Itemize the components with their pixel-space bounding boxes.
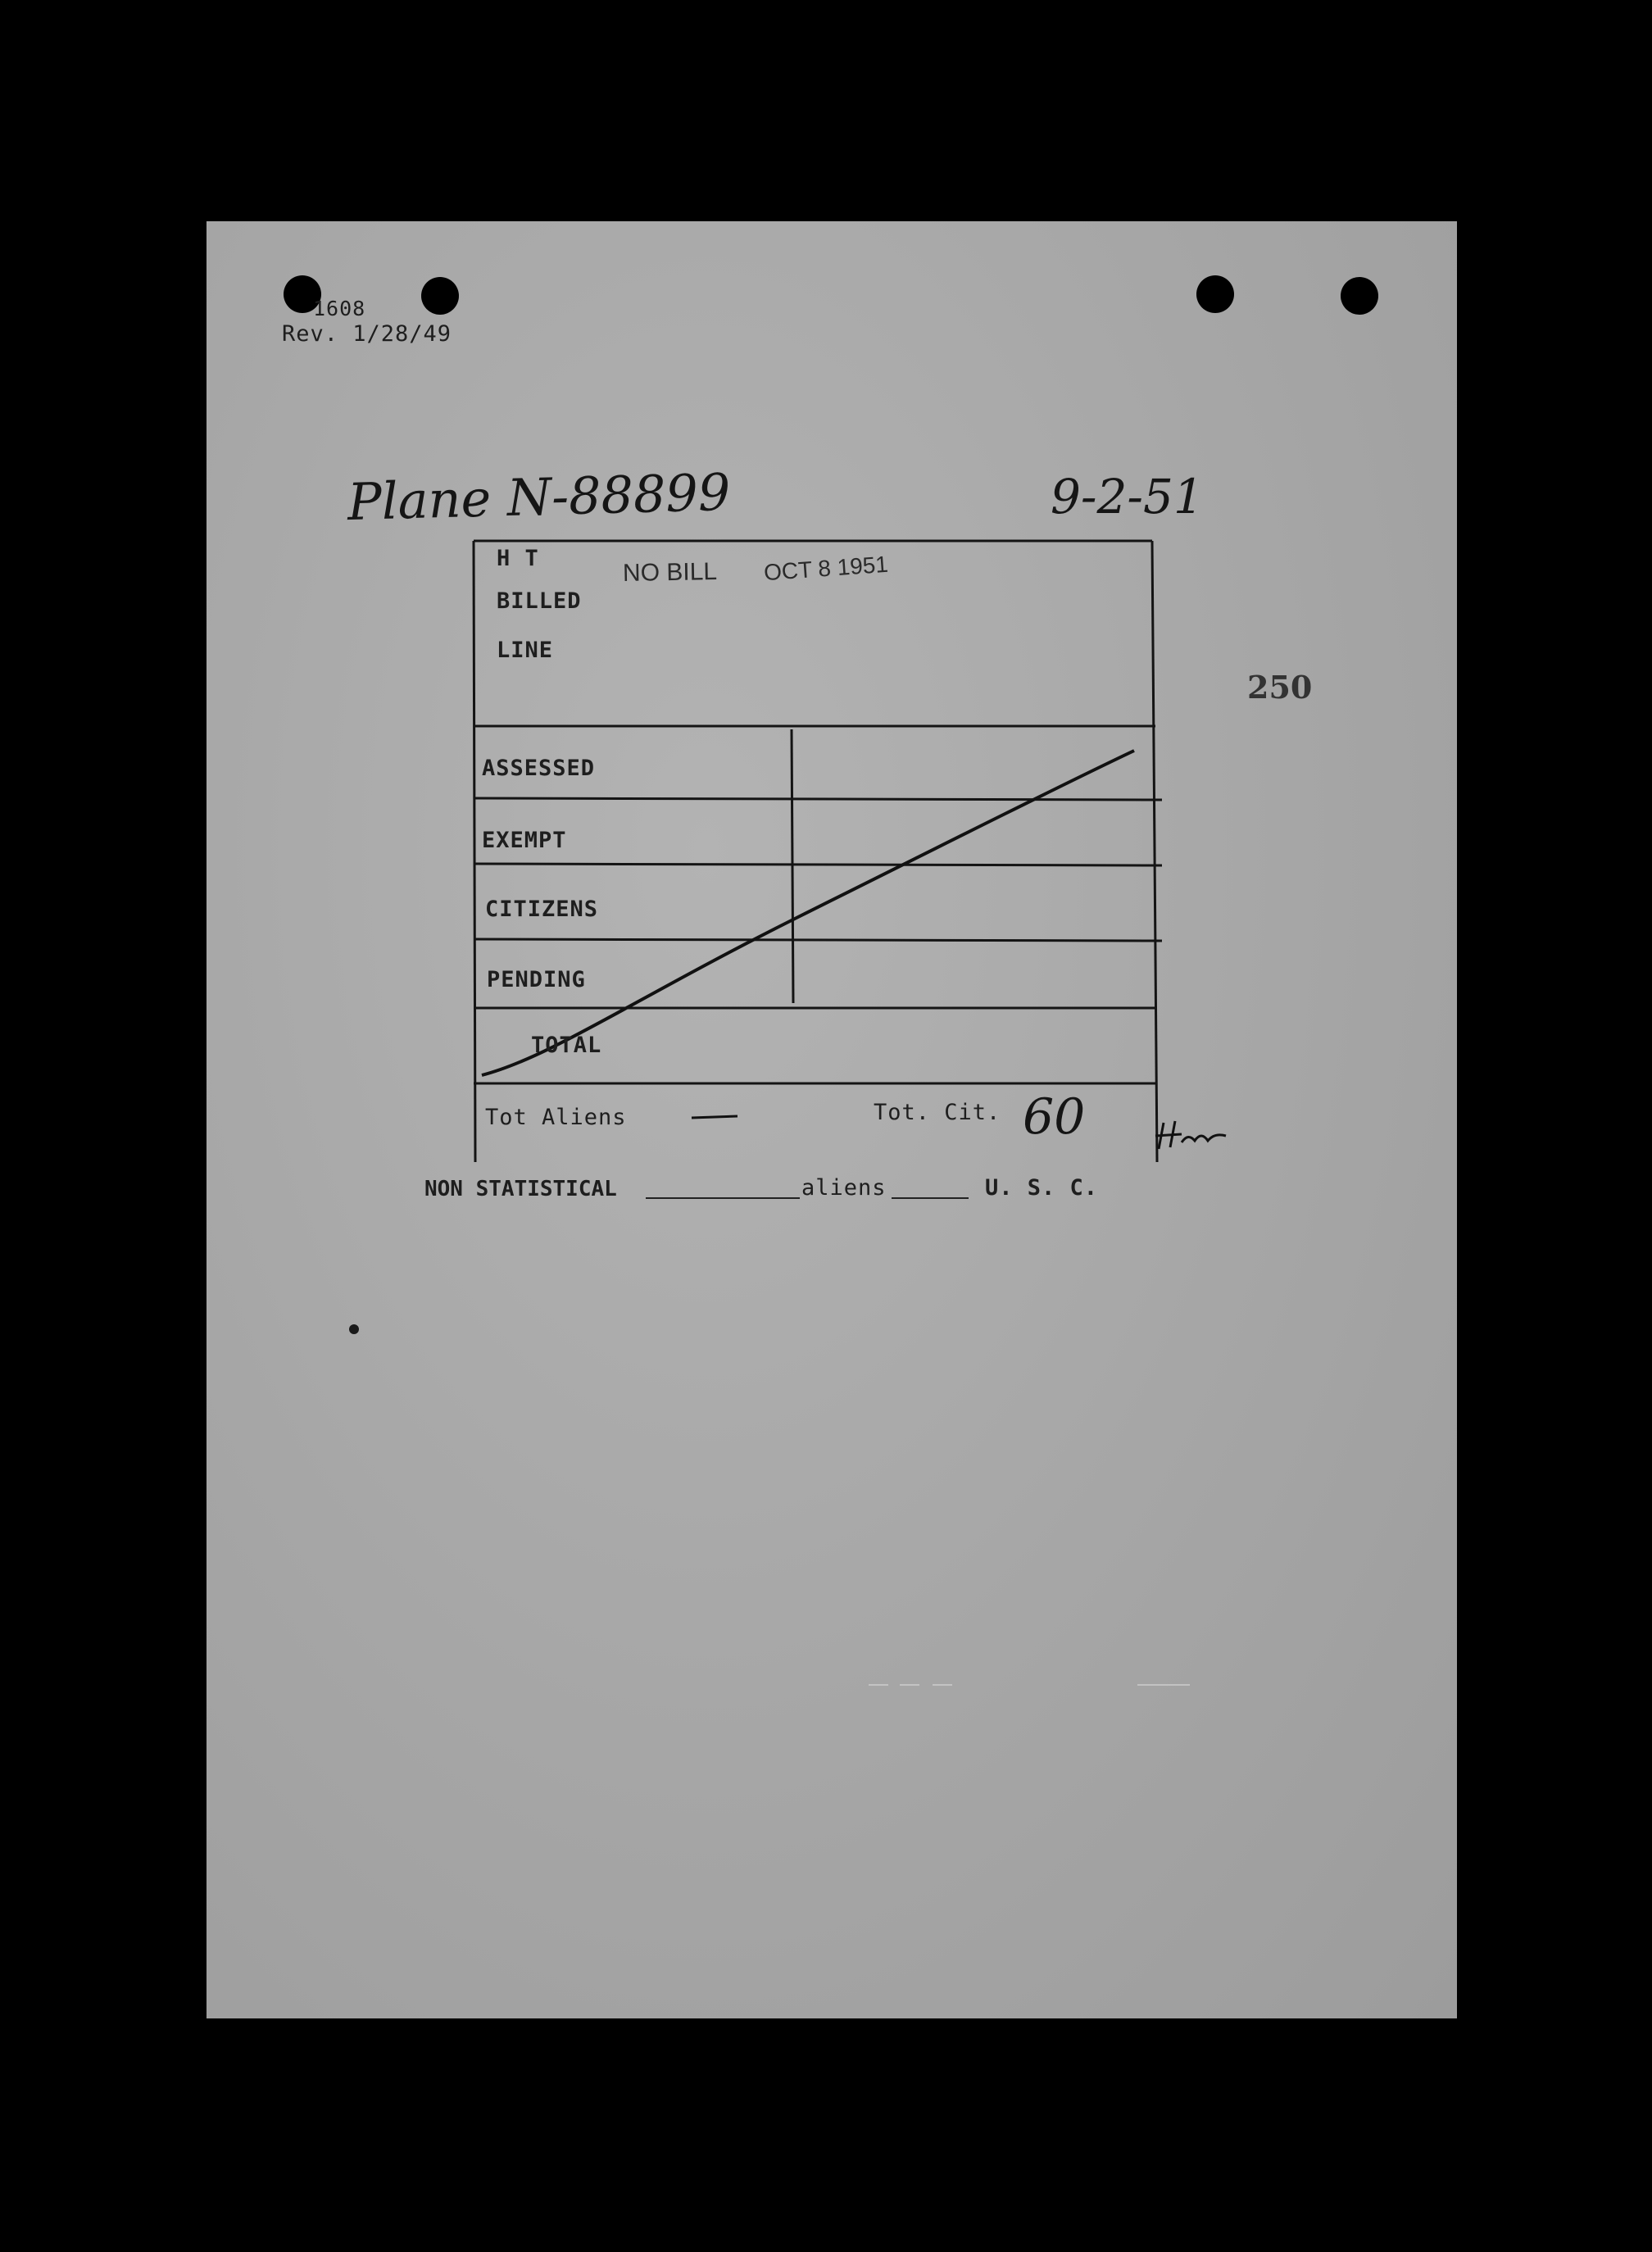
- initials-mark: [1155, 1121, 1226, 1149]
- footer-nonstatistical: NON STATISTICAL: [424, 1177, 617, 1201]
- table-header-line: LINE: [497, 638, 554, 663]
- form-revision: Rev. 1/28/49: [282, 321, 452, 347]
- tally-table: [206, 221, 1457, 1205]
- table-header-ht: H T: [497, 546, 539, 571]
- stamp-date: OCT 8 1951: [763, 551, 889, 586]
- document-page: [206, 221, 1457, 2018]
- footer-aliens: aliens: [801, 1175, 887, 1201]
- stamp-no-bill: NO BILL: [622, 557, 718, 588]
- row-citizens: CITIZENS: [485, 897, 599, 922]
- row-pending: PENDING: [487, 967, 586, 992]
- form-number: 1608: [313, 297, 366, 320]
- handwritten-plane: Plane N-88899: [347, 461, 732, 533]
- row-assessed: ASSESSED: [482, 756, 596, 781]
- table-header-billed: BILLED: [497, 588, 582, 614]
- tot-cit-label: Tot. Cit.: [874, 1100, 1001, 1125]
- row-exempt: EXEMPT: [482, 828, 567, 853]
- row-total: TOTAL: [531, 1033, 602, 1058]
- stamp-number: 250: [1247, 669, 1313, 706]
- handwritten-date: 9-2-51: [1051, 469, 1204, 524]
- footer-usc: U. S. C.: [985, 1175, 1099, 1201]
- tot-aliens-label: Tot Aliens: [485, 1105, 627, 1130]
- handwritten-total-citizens: 60: [1023, 1088, 1086, 1146]
- ink-dot: [349, 1324, 359, 1334]
- tot-aliens-dash: [692, 1116, 738, 1118]
